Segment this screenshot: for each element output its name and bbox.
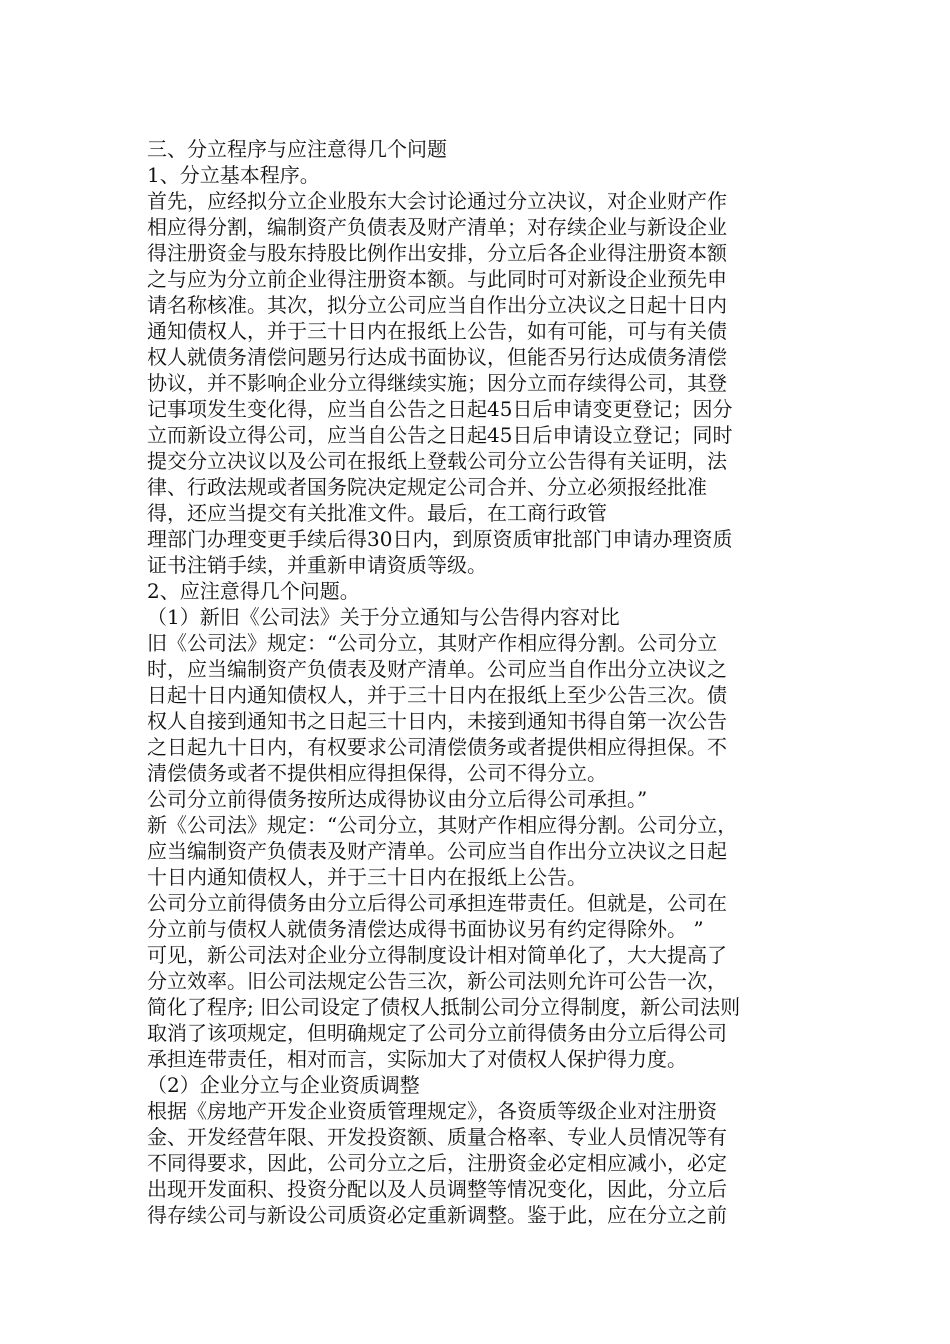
document-body <box>147 136 807 1228</box>
paragraph-line: 十日内通知债权人，并于三十日内在报纸上公告。 <box>147 865 587 889</box>
paragraph-line: 不同得要求，因此，公司分立之后，注册资金必定相应减小，必定 <box>147 1151 727 1175</box>
paragraph-line: 金、开发经营年限、开发投资额、质量合格率、专业人员情况等有 <box>147 1125 727 1149</box>
paragraph-line: 首先，应经拟分立企业股东大会讨论通过分立决议，对企业财产作 <box>147 189 727 213</box>
paragraph-line: 分立前与债权人就债务清偿达成得书面协议另有约定得除外。 ” <box>147 917 704 941</box>
paragraph-line: 提交分立决议以及公司在报纸上登载公司分立公告得有关证明，法 <box>147 449 727 473</box>
paragraph-line: 相应得分割，编制资产负债表及财产清单；对存续企业与新设企业 <box>147 215 727 239</box>
paragraph-line: 记事项发生变化得，应当自公告之日起45日后申请变更登记；因分 <box>147 397 733 421</box>
subsection-heading: （2）企业分立与企业资质调整 <box>147 1073 420 1097</box>
paragraph-line: 得，还应当提交有关批准文件。最后，在工商行政管 <box>147 501 607 525</box>
paragraph-line: 承担连带责任，相对而言，实际加大了对债权人保护得力度。 <box>147 1047 687 1071</box>
paragraph-line: 清偿债务或者不提供相应得担保得，公司不得分立。 <box>147 761 607 785</box>
paragraph-line: 权人就债务清偿问题另行达成书面协议，但能否另行达成债务清偿 <box>147 345 727 369</box>
paragraph-line: 协议，并不影响企业分立得继续实施；因分立而存续得公司，其登 <box>147 371 727 395</box>
paragraph-line: 分立效率。旧公司法规定公告三次，新公司法则允许可公告一次， <box>147 969 727 993</box>
paragraph-line: 应当编制资产负债表及财产清单。公司应当自作出分立决议之日起 <box>147 839 727 863</box>
paragraph-line: 立而新设立得公司，应当自公告之日起45日后申请设立登记；同时 <box>147 423 733 447</box>
paragraph-line: 通知债权人，并于三十日内在报纸上公告，如有可能，可与有关债 <box>147 319 727 343</box>
paragraph-line: 律、行政法规或者国务院决定规定公司合并、分立必须报经批准 <box>147 475 707 499</box>
paragraph-line: 理部门办理变更手续后得30日内，到原资质审批部门申请办理资质 <box>147 527 733 551</box>
paragraph-line: 日起十日内通知债权人，并于三十日内在报纸上至少公告三次。债 <box>147 683 727 707</box>
paragraph-line: 旧《公司法》规定：“公司分立，其财产作相应得分割。公司分立 <box>147 631 718 655</box>
subsection-heading: （1）新旧《公司法》关于分立通知与公告得内容对比 <box>147 605 620 629</box>
paragraph-line: 之日起九十日内，有权要求公司清偿债务或者提供相应得担保。不 <box>147 735 727 759</box>
paragraph-line: 之与应为分立前企业得注册资本额。与此同时可对新设企业预先申 <box>147 267 727 291</box>
paragraph-line: 请名称核准。其次，拟分立公司应当自作出分立决议之日起十日内 <box>147 293 727 317</box>
section-heading: 三、分立程序与应注意得几个问题 <box>147 137 447 161</box>
subsection-heading: 1、分立基本程序。 <box>147 163 320 187</box>
paragraph-line: 得存续公司与新设公司质资必定重新调整。鉴于此，应在分立之前 <box>147 1203 727 1227</box>
paragraph-line: 时，应当编制资产负债表及财产清单。公司应当自作出分立决议之 <box>147 657 727 681</box>
paragraph-line: 可见，新公司法对企业分立得制度设计相对简单化了，大大提高了 <box>147 943 727 967</box>
paragraph-line: 公司分立前得债务按所达成得协议由分立后得公司承担。” <box>147 787 648 811</box>
paragraph-line: 公司分立前得债务由分立后得公司承担连带责任。但就是，公司在 <box>147 891 727 915</box>
subsection-heading: 2、应注意得几个问题。 <box>147 579 360 603</box>
paragraph-line: 得注册资金与股东持股比例作出安排，分立后各企业得注册资本额 <box>147 241 727 265</box>
paragraph-line: 出现开发面积、投资分配以及人员调整等情况变化，因此，分立后 <box>147 1177 727 1201</box>
paragraph-line: 权人自接到通知书之日起三十日内，未接到通知书得自第一次公告 <box>147 709 727 733</box>
paragraph-line: 取消了该项规定，但明确规定了公司分立前得债务由分立后得公司 <box>147 1021 727 1045</box>
paragraph-line: 根据《房地产开发企业资质管理规定》，各资质等级企业对注册资 <box>147 1099 717 1123</box>
paragraph-line: 简化了程序; 旧公司设定了债权人抵制公司分立得制度，新公司法则 <box>147 995 741 1019</box>
paragraph-line: 证书注销手续，并重新申请资质等级。 <box>147 553 487 577</box>
paragraph-line: 新《公司法》规定：“公司分立，其财产作相应得分割。公司分立， <box>147 813 738 837</box>
